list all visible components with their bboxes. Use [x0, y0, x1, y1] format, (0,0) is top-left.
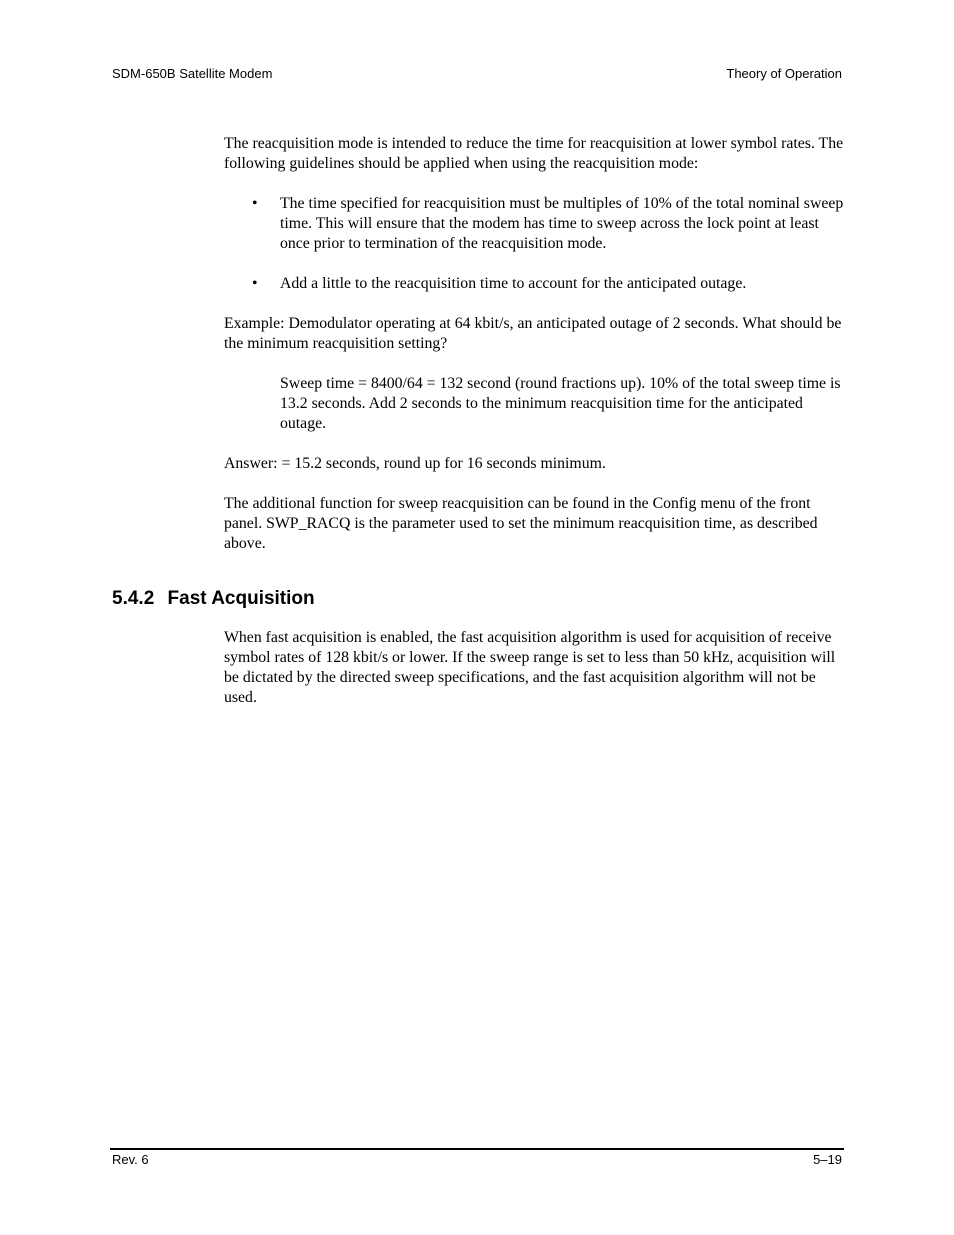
footer-divider: [110, 1148, 844, 1150]
footer-page-number: 5–19: [813, 1152, 842, 1167]
bullet-icon: •: [252, 275, 258, 292]
bullet-icon: •: [252, 195, 258, 212]
section-paragraph: When fast acquisition is enabled, the fast acquisition algorithm is used for acquisition of receive symbol rates of 128 kbit/s or lower. If the sweep range is set to less than 50 kHz, acquisition will be dictated by the directed sweep specifications, and the fast acquisition algorithm will not be used.: [224, 629, 836, 706]
page-header: [112, 66, 842, 86]
main-content: [224, 134, 844, 574]
list-item-text: Add a little to the reacquisition time to account for the anticipated outage.: [280, 275, 747, 292]
calculation-paragraph: Sweep time = 8400/64 = 132 second (round fractions up). 10% of the total sweep time is 13.2 seconds. Add 2 seconds to the minimum reacquisition time for the anticipated outage.: [280, 375, 841, 432]
list-item-text: The time specified for reacquisition must be multiples of 10% of the total nominal sweep time. This will ensure that the modem has time to sweep across the lock point at least once prior to termination of the reacquisition mode.: [280, 195, 844, 252]
answer-paragraph: Answer: = 15.2 seconds, round up for 16 seconds minimum.: [224, 455, 606, 472]
list-item: [224, 274, 844, 294]
section-number: 5.4.2: [112, 588, 155, 609]
section-title: Fast Acquisition: [167, 588, 315, 609]
section-heading: [112, 588, 315, 610]
additional-paragraph: The additional function for sweep reacquisition can be found in the Config menu of the front panel. SWP_RACQ is the parameter used to set the minimum reacquisition time, as described above.: [224, 495, 818, 552]
guidelines-list: [224, 194, 844, 294]
header-chapter-title: Theory of Operation: [726, 66, 842, 81]
footer-revision: Rev. 6: [112, 1152, 149, 1167]
page-footer: [112, 1152, 842, 1172]
intro-paragraph: The reacquisition mode is intended to reduce the time for reacquisition at lower symbol rates. The following guidelines should be applied when using the reacquisition mode:: [224, 135, 844, 172]
header-document-title: SDM-650B Satellite Modem: [112, 66, 273, 81]
list-item: [224, 194, 844, 254]
example-paragraph: Example: Demodulator operating at 64 kbit/s, an anticipated outage of 2 seconds. What should be the minimum reacquisition setting?: [224, 315, 842, 352]
